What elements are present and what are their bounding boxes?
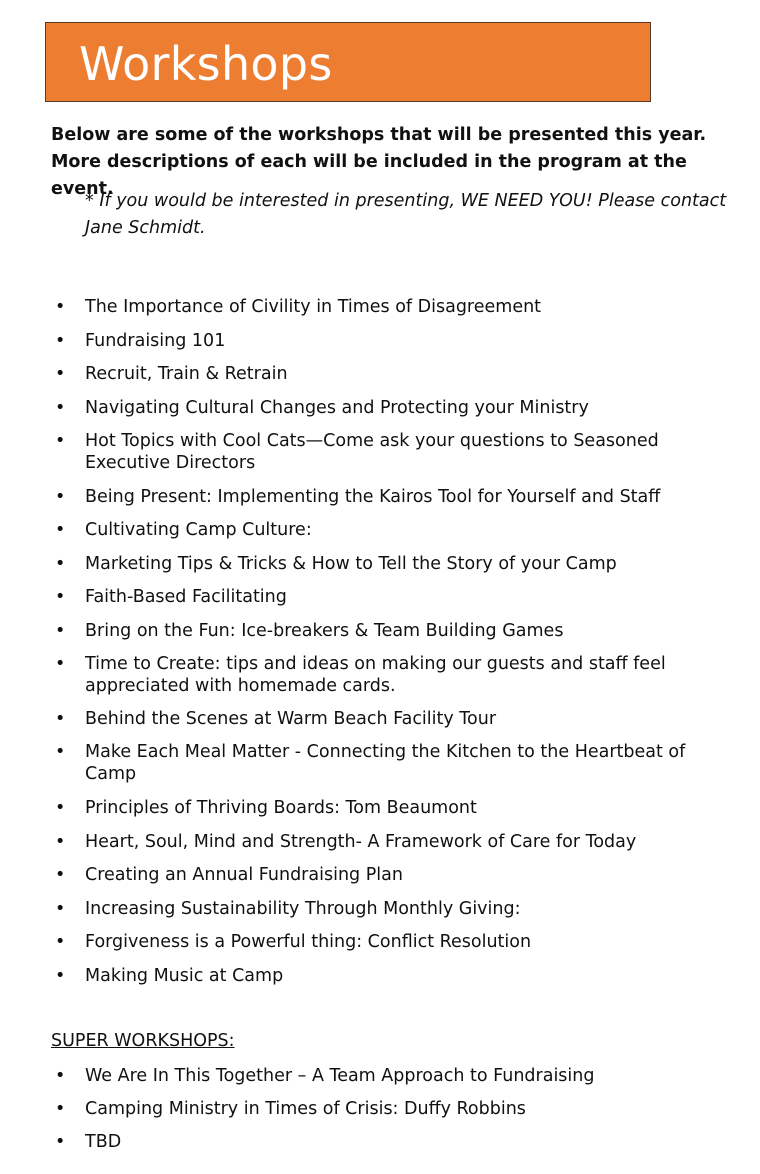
list-item-text: Behind the Scenes at Warm Beach Facility Tour [85, 709, 497, 729]
list-item-text: Fundraising 101 [85, 331, 226, 351]
bullet-icon: • [55, 364, 66, 384]
presenter-note: * If you would be interested in presenting, WE NEED YOU! Please contact Jane Schmidt. [85, 191, 727, 238]
list-item-text: Camping Ministry in Times of Crisis: Duffy Robbins [85, 1099, 526, 1119]
list-item-text: Principles of Thriving Boards: Tom Beaumont [85, 798, 477, 818]
list-item [55, 708, 725, 730]
bullet-icon: • [55, 742, 66, 762]
list-item [55, 1065, 725, 1087]
list-item-text: Marketing Tips & Tricks & How to Tell the Story of your Camp [85, 554, 617, 574]
header-banner [45, 22, 651, 102]
list-item [55, 864, 725, 886]
list-item-text: Increasing Sustainability Through Monthly Giving: [85, 899, 521, 919]
bullet-icon: • [55, 431, 66, 451]
intro-text: Below are some of the workshops that will be presented this year. More descriptions of each will be included in the program at the event. [51, 125, 707, 199]
list-item [55, 620, 725, 642]
page-title: Workshops [79, 37, 333, 91]
list-item-text: Making Music at Camp [85, 966, 284, 986]
list-item-text: Navigating Cultural Changes and Protecting your Ministry [85, 398, 589, 418]
list-item [55, 586, 725, 608]
bullet-icon: • [55, 520, 66, 540]
list-item-text: Cultivating Camp Culture: [85, 520, 312, 540]
bullet-icon: • [55, 709, 66, 729]
list-item [55, 931, 725, 953]
bullet-icon: • [55, 1099, 66, 1119]
bullet-icon: • [55, 966, 66, 986]
list-item-text: Faith-Based Facilitating [85, 587, 287, 607]
list-item-text: Being Present: Implementing the Kairos Tool for Yourself and Staff [85, 487, 661, 507]
bullet-icon: • [55, 487, 66, 507]
bullet-icon: • [55, 899, 66, 919]
list-item [55, 296, 725, 318]
list-item [55, 1098, 725, 1120]
list-item [55, 653, 725, 697]
list-item [55, 741, 725, 785]
bullet-icon: • [55, 1066, 66, 1086]
list-item-text: Time to Create: tips and ideas on making our guests and staff feel appreciated with homemade cards. [85, 654, 666, 696]
list-item-text: The Importance of Civility in Times of Disagreement [85, 297, 542, 317]
list-item-text: Forgiveness is a Powerful thing: Conflict Resolution [85, 932, 532, 952]
bullet-icon: • [55, 832, 66, 852]
list-item-text: Bring on the Fun: Ice-breakers & Team Building Games [85, 621, 564, 641]
list-item [55, 363, 725, 385]
list-item [55, 330, 725, 352]
bullet-icon: • [55, 587, 66, 607]
list-item-text: Heart, Soul, Mind and Strength- A Framework of Care for Today [85, 832, 637, 852]
bullet-icon: • [55, 331, 66, 351]
list-item-text: Make Each Meal Matter - Connecting the Kitchen to the Heartbeat of Camp [85, 742, 686, 784]
list-item [55, 553, 725, 575]
super-workshops-heading: SUPER WORKSHOPS: [51, 1031, 235, 1051]
list-item-text: Hot Topics with Cool Cats—Come ask your questions to Seasoned Executive Directors [85, 431, 659, 473]
bullet-icon: • [55, 932, 66, 952]
list-item [55, 965, 725, 987]
bullet-icon: • [55, 865, 66, 885]
bullet-icon: • [55, 297, 66, 317]
bullet-icon: • [55, 1132, 66, 1152]
list-item [55, 1131, 725, 1153]
list-item [55, 898, 725, 920]
list-item-text: We Are In This Together – A Team Approach to Fundraising [85, 1066, 595, 1086]
list-item [55, 430, 725, 474]
list-item [55, 486, 725, 508]
bullet-icon: • [55, 621, 66, 641]
list-item [55, 519, 725, 541]
list-item [55, 397, 725, 419]
list-item-text: Recruit, Train & Retrain [85, 364, 288, 384]
list-item [55, 797, 725, 819]
bullet-icon: • [55, 554, 66, 574]
list-item-text: Creating an Annual Fundraising Plan [85, 865, 403, 885]
bullet-icon: • [55, 654, 66, 674]
bullet-icon: • [55, 398, 66, 418]
list-item-text: TBD [85, 1132, 122, 1152]
bullet-icon: • [55, 798, 66, 818]
list-item [55, 831, 725, 853]
